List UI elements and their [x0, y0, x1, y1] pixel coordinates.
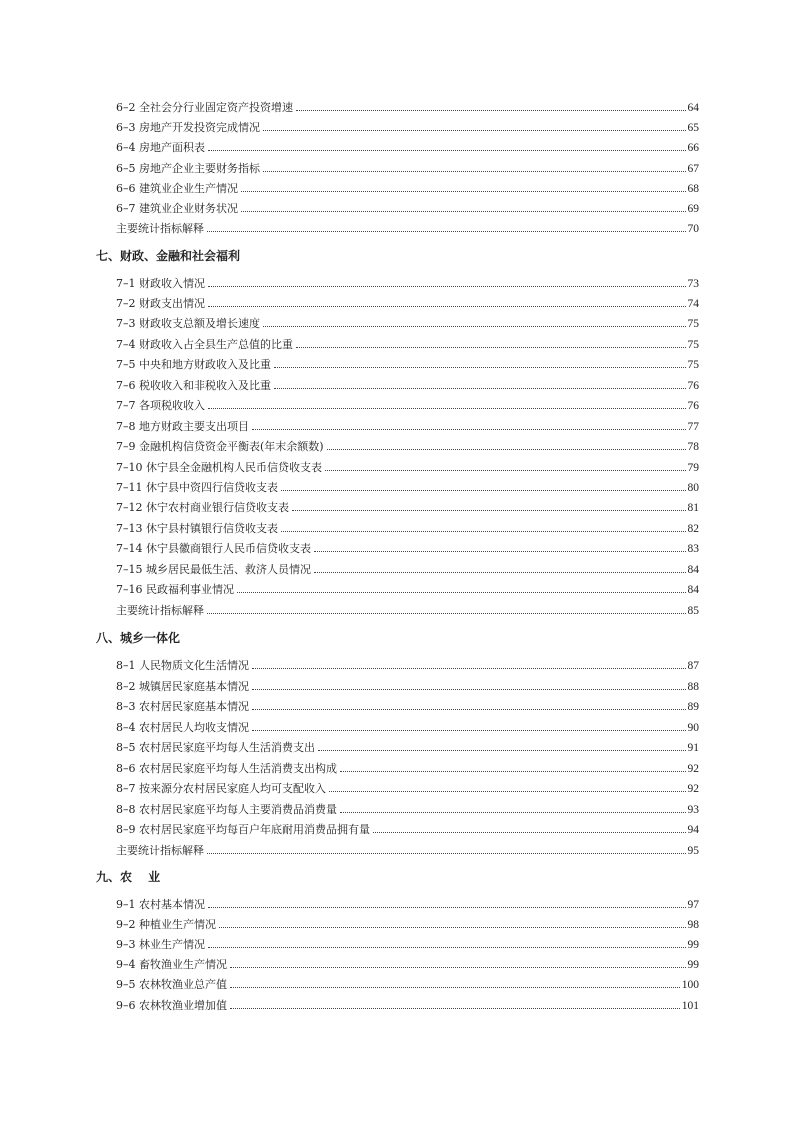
dot-leader — [281, 490, 686, 491]
toc-entry[interactable] — [116, 817, 699, 837]
toc-entry[interactable] — [116, 516, 699, 536]
toc-entry-title: 8–3 农村居民家庭基本情况 — [116, 700, 249, 713]
dot-leader — [207, 853, 686, 854]
toc-page-number: 69 — [687, 203, 699, 215]
dot-leader — [230, 967, 686, 968]
toc-page-number: 100 — [681, 979, 699, 991]
toc-entry-title: 7–4 财政收入占全县生产总值的比重 — [116, 338, 293, 351]
dot-leader — [219, 927, 686, 928]
toc-entry[interactable] — [116, 674, 699, 694]
toc-page-number: 78 — [687, 441, 699, 453]
toc-entry[interactable] — [116, 216, 699, 236]
toc-entry[interactable] — [116, 993, 699, 1013]
toc-entry-title: 9–3 林业生产情况 — [116, 938, 205, 951]
section-heading: 九、农 业 — [96, 870, 161, 884]
toc-entry-title: 8–1 人民物质文化生活情况 — [116, 659, 249, 672]
dot-leader — [208, 408, 686, 409]
dot-leader — [252, 709, 686, 710]
dot-leader — [252, 730, 686, 731]
toc-entry[interactable] — [116, 455, 699, 475]
toc-entry[interactable] — [116, 735, 699, 755]
toc-page-number: 90 — [687, 722, 699, 734]
toc-entry[interactable] — [116, 475, 699, 495]
toc-page-number: 87 — [687, 660, 699, 672]
toc-entry[interactable] — [116, 577, 699, 597]
dot-leader — [340, 812, 686, 813]
toc-entry-title: 9–5 农林牧渔业总产值 — [116, 978, 227, 991]
toc-entry[interactable] — [116, 797, 699, 817]
toc-page-number: 75 — [687, 359, 699, 371]
toc-page-number: 70 — [687, 223, 699, 235]
dot-leader — [314, 551, 686, 552]
toc-entry[interactable] — [116, 715, 699, 735]
toc-entry-title: 7–14 休宁县徽商银行人民币信贷收支表 — [116, 542, 311, 555]
toc-entry[interactable] — [116, 972, 699, 992]
dot-leader — [208, 150, 686, 151]
toc-entry-title: 7–1 财政收入情况 — [116, 277, 205, 290]
dot-leader — [263, 130, 686, 131]
toc-entry[interactable] — [116, 95, 699, 115]
toc-page-number: 95 — [687, 845, 699, 857]
toc-entry[interactable] — [116, 932, 699, 952]
toc-entry[interactable] — [116, 291, 699, 311]
dot-leader — [329, 791, 686, 792]
toc-entry-title: 7–12 休宁农村商业银行信贷收支表 — [116, 501, 289, 514]
toc-page-number: 85 — [687, 605, 699, 617]
dot-leader — [281, 531, 686, 532]
toc-entry-title: 6–3 房地产开发投资完成情况 — [116, 121, 260, 134]
toc-page-number: 97 — [687, 899, 699, 911]
toc-page-number: 82 — [687, 523, 699, 535]
toc-page-number: 67 — [687, 163, 699, 175]
toc-entry-title: 8–5 农村居民家庭平均每人生活消费支出 — [116, 741, 315, 754]
toc-entry[interactable] — [116, 135, 699, 155]
toc-page-number: 83 — [687, 543, 699, 555]
toc-page-number: 80 — [687, 482, 699, 494]
toc-entry[interactable] — [116, 598, 699, 618]
toc-entry[interactable] — [116, 311, 699, 331]
toc-page-number: 84 — [687, 584, 699, 596]
toc-entry[interactable] — [116, 756, 699, 776]
toc-entry[interactable] — [116, 176, 699, 196]
toc-page-number: 99 — [687, 939, 699, 951]
dot-leader — [373, 832, 686, 833]
dot-leader — [263, 171, 686, 172]
dot-leader — [292, 510, 686, 511]
toc-entry-title: 主要统计指标解释 — [116, 844, 204, 857]
toc-entry-title: 7–8 地方财政主要支出项目 — [116, 420, 249, 433]
toc-entry[interactable] — [116, 115, 699, 135]
dot-leader — [252, 429, 686, 430]
toc-page-number: 89 — [687, 701, 699, 713]
toc-page-number: 75 — [687, 339, 699, 351]
toc-page-number: 93 — [687, 804, 699, 816]
dot-leader — [237, 592, 686, 593]
toc-page-number: 66 — [687, 142, 699, 154]
toc-entry-title: 7–9 金融机构信贷资金平衡表(年末余额数) — [116, 440, 324, 453]
toc-entry-title: 7–7 各项税收收入 — [116, 399, 205, 412]
dot-leader — [296, 110, 686, 111]
toc-entry-title: 6–6 建筑业企业生产情况 — [116, 182, 238, 195]
dot-leader — [274, 388, 686, 389]
toc-entry[interactable] — [116, 912, 699, 932]
toc-page-number: 92 — [687, 763, 699, 775]
toc-entry[interactable] — [116, 952, 699, 972]
toc-entry[interactable] — [116, 892, 699, 912]
toc-entry-title: 6–4 房地产面积表 — [116, 141, 205, 154]
toc-entry-title: 8–4 农村居民人均收支情况 — [116, 721, 249, 734]
toc-entry[interactable] — [116, 373, 699, 393]
toc-entry-title: 7–5 中央和地方财政收入及比重 — [116, 358, 271, 371]
toc-page-number: 81 — [687, 502, 699, 514]
toc-entry-title: 7–3 财政收支总额及增长速度 — [116, 317, 260, 330]
toc-page-number: 74 — [687, 298, 699, 310]
toc-entry[interactable] — [116, 653, 699, 673]
toc-entry-title: 8–2 城镇居民家庭基本情况 — [116, 680, 249, 693]
toc-entry-title: 7–11 休宁县中资四行信贷收支表 — [116, 481, 278, 494]
toc-page-number: 92 — [687, 783, 699, 795]
toc-page-number: 94 — [687, 824, 699, 836]
toc-page-number: 68 — [687, 183, 699, 195]
toc-entry[interactable] — [116, 495, 699, 515]
toc-entry[interactable] — [116, 557, 699, 577]
section-heading: 八、城乡一体化 — [96, 631, 181, 645]
dot-leader — [274, 367, 686, 368]
dot-leader — [207, 613, 686, 614]
dot-leader — [230, 1008, 680, 1009]
toc-entry-title: 主要统计指标解释 — [116, 604, 204, 617]
toc-entry-title: 7–6 税收收入和非税收入及比重 — [116, 379, 271, 392]
dot-leader — [263, 326, 686, 327]
toc-entry[interactable] — [116, 694, 699, 714]
toc-page-number: 77 — [687, 421, 699, 433]
toc-page-number: 65 — [687, 122, 699, 134]
toc-entry-title: 6–5 房地产企业主要财务指标 — [116, 162, 260, 175]
toc-entry-title: 9–2 种植业生产情况 — [116, 918, 216, 931]
toc-entry-title: 主要统计指标解释 — [116, 222, 204, 235]
toc-entry[interactable] — [116, 393, 699, 413]
dot-leader — [327, 449, 686, 450]
toc-entry-title: 7–16 民政福利事业情况 — [116, 583, 234, 596]
toc-page-number: 64 — [687, 102, 699, 114]
toc-entry-title: 8–7 按来源分农村居民家庭人均可支配收入 — [116, 782, 326, 795]
dot-leader — [318, 750, 686, 751]
dot-leader — [230, 987, 680, 988]
toc-entry[interactable] — [116, 352, 699, 372]
toc-entry[interactable] — [116, 196, 699, 216]
dot-leader — [252, 689, 686, 690]
toc-entry-title: 9–4 畜牧渔业生产情况 — [116, 958, 227, 971]
toc-page-number: 99 — [687, 959, 699, 971]
dot-leader — [241, 191, 686, 192]
toc-entry[interactable] — [116, 156, 699, 176]
toc-page-number: 75 — [687, 318, 699, 330]
toc-entry-title: 9–6 农林牧渔业增加值 — [116, 999, 227, 1012]
dot-leader — [325, 470, 686, 471]
dot-leader — [208, 907, 686, 908]
dot-leader — [340, 771, 686, 772]
dot-leader — [241, 211, 686, 212]
toc-page-number: 101 — [681, 1000, 699, 1012]
toc-entry[interactable] — [116, 838, 699, 858]
toc-page-number: 98 — [687, 919, 699, 931]
toc-entry[interactable] — [116, 332, 699, 352]
toc-entry-title: 7–10 休宁县全金融机构人民币信贷收支表 — [116, 461, 322, 474]
toc-entry[interactable] — [116, 536, 699, 556]
section-heading: 七、财政、金融和社会福利 — [96, 249, 241, 263]
toc-page-number: 76 — [687, 380, 699, 392]
toc-entry[interactable] — [116, 434, 699, 454]
toc-entry[interactable] — [116, 414, 699, 434]
dot-leader — [296, 347, 686, 348]
toc-entry-title: 7–15 城乡居民最低生活、救济人员情况 — [116, 563, 311, 576]
dot-leader — [208, 286, 686, 287]
toc-entry[interactable] — [116, 271, 699, 291]
toc-entry-title: 8–8 农村居民家庭平均每人主要消费品消费量 — [116, 803, 337, 816]
toc-entry-title: 8–6 农村居民家庭平均每人生活消费支出构成 — [116, 762, 337, 775]
toc-entry-title: 7–2 财政支出情况 — [116, 297, 205, 310]
toc-page-number: 84 — [687, 564, 699, 576]
toc-entry[interactable] — [116, 776, 699, 796]
toc-page-number: 76 — [687, 400, 699, 412]
toc-entry-title: 8–9 农村居民家庭平均每百户年底耐用消费品拥有量 — [116, 823, 370, 836]
dot-leader — [208, 306, 686, 307]
dot-leader — [208, 947, 686, 948]
toc-entry-title: 9–1 农村基本情况 — [116, 898, 205, 911]
toc-page-number: 79 — [687, 462, 699, 474]
toc-entry-title: 7–13 休宁县村镇银行信贷收支表 — [116, 522, 278, 535]
dot-leader — [207, 231, 686, 232]
toc-entry-title: 6–2 全社会分行业固定资产投资增速 — [116, 101, 293, 114]
dot-leader — [252, 668, 686, 669]
dot-leader — [314, 572, 686, 573]
toc-page-number: 88 — [687, 681, 699, 693]
toc-page-number: 73 — [687, 278, 699, 290]
toc-entry-title: 6–7 建筑业企业财务状况 — [116, 202, 238, 215]
toc-page-number: 91 — [687, 742, 699, 754]
